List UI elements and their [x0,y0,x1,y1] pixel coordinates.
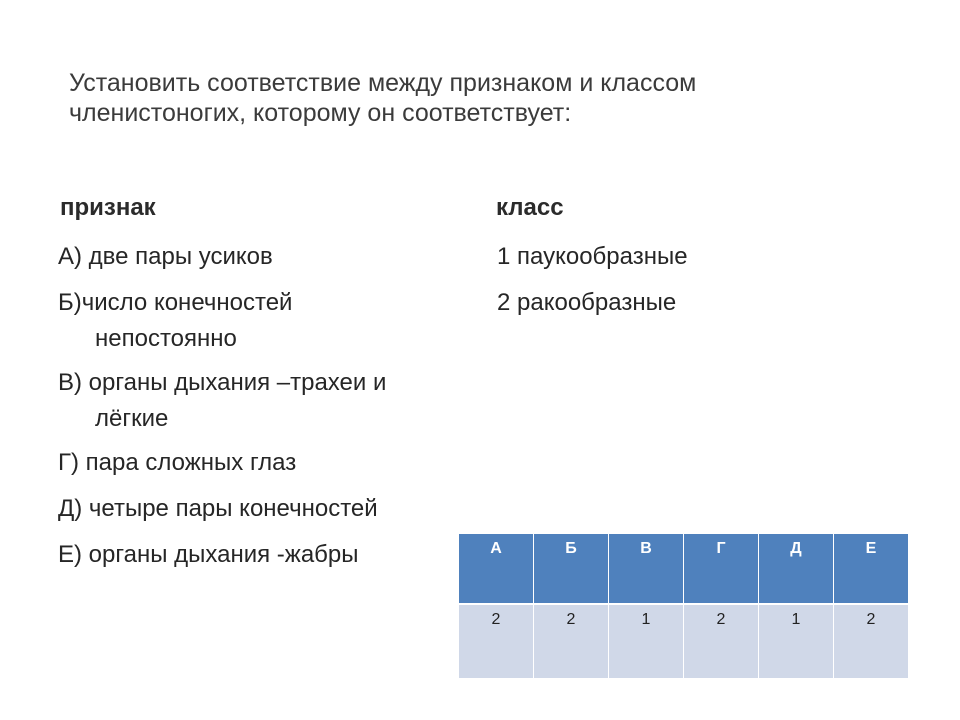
feature-item-g [58,444,468,482]
answer-table-row [459,604,909,678]
answer-header-cell: Б [534,534,609,604]
answer-value-cell: 2 [459,604,534,678]
feature-text-continued: непостоянно [95,325,237,352]
answer-header-cell: Е [834,534,909,604]
feature-column-heading: признак [60,194,156,221]
answer-table-header-row [459,534,909,604]
feature-item-a [58,238,468,276]
answer-header-cell: В [609,534,684,604]
answer-value-cell: 2 [684,604,759,678]
feature-item-e [58,536,468,574]
feature-text: Д) четыре пары конечностей [58,495,378,522]
feature-item-b [58,284,468,356]
feature-item-v [58,364,468,436]
feature-list [58,238,468,582]
answer-value-cell: 2 [834,604,909,678]
feature-text: Г) пара сложных глаз [58,449,297,476]
feature-item-d [58,490,468,528]
answer-value-cell: 2 [534,604,609,678]
page-title [69,68,869,128]
class-item-2: 2 ракообразные [497,289,677,316]
answer-header-cell: Г [684,534,759,604]
answer-value-cell: 1 [759,604,834,678]
title-line-2: членистоногих, которому он соответствует: [69,99,572,127]
answer-header-cell: Д [759,534,834,604]
class-column-heading: класс [496,194,564,221]
class-list [497,238,688,330]
feature-text-continued: лёгкие [95,405,169,432]
feature-text: Б)число конечностей [58,289,293,316]
feature-text: Е) органы дыхания -жабры [58,541,359,568]
title-line-1: Установить соответствие между признаком и классом [69,69,697,97]
answer-header-cell: А [459,534,534,604]
feature-text: А) две пары усиков [58,243,273,270]
answer-value-cell: 1 [609,604,684,678]
class-item-1: 1 паукообразные [497,243,688,270]
answer-table [458,534,909,678]
feature-text: В) органы дыхания –трахеи и [58,369,387,396]
